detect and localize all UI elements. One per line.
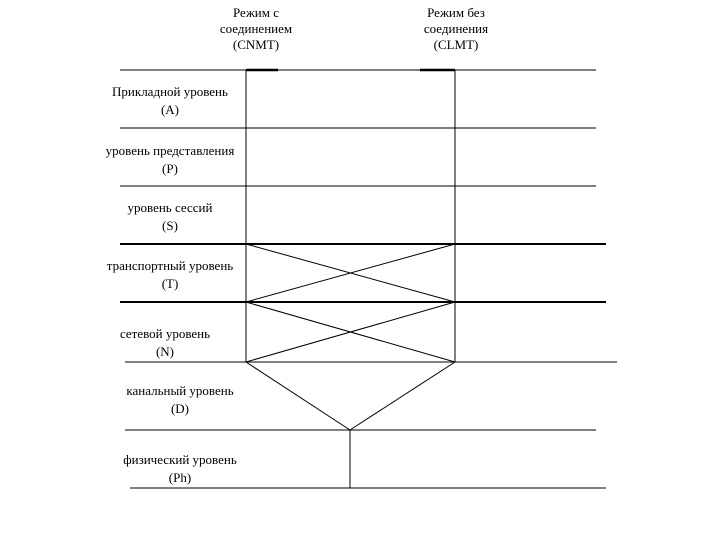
level-code: (Ph) [168,470,192,485]
header-cnmt-line2: соединением [219,21,293,36]
level-code: (P) [162,161,178,176]
datalink-converge-line [350,362,455,430]
level-name: Прикладной уровень [112,84,228,99]
level-code: (T) [161,276,179,291]
header-clmt-line3: (CLMT) [433,37,479,52]
level-name: физический уровень [123,452,237,467]
level-name: канальный уровень [126,383,234,398]
level-name: сетевой уровень [119,326,211,341]
level-name: транспортный уровень [106,258,234,273]
header-clmt-line2: соединения [423,21,489,36]
header-cnmt-line1: Режим с [232,5,279,20]
level-code: (S) [162,218,178,233]
level-name: уровень представления [105,143,235,158]
level-name: уровень сессий [127,200,213,215]
datalink-converge-line [246,362,350,430]
header-cnmt-line3: (CNMT) [232,37,280,52]
level-code: (N) [155,344,175,359]
header-clmt-line1: Режим без [427,5,485,20]
level-code: (A) [160,102,180,117]
level-code: (D) [170,401,190,416]
